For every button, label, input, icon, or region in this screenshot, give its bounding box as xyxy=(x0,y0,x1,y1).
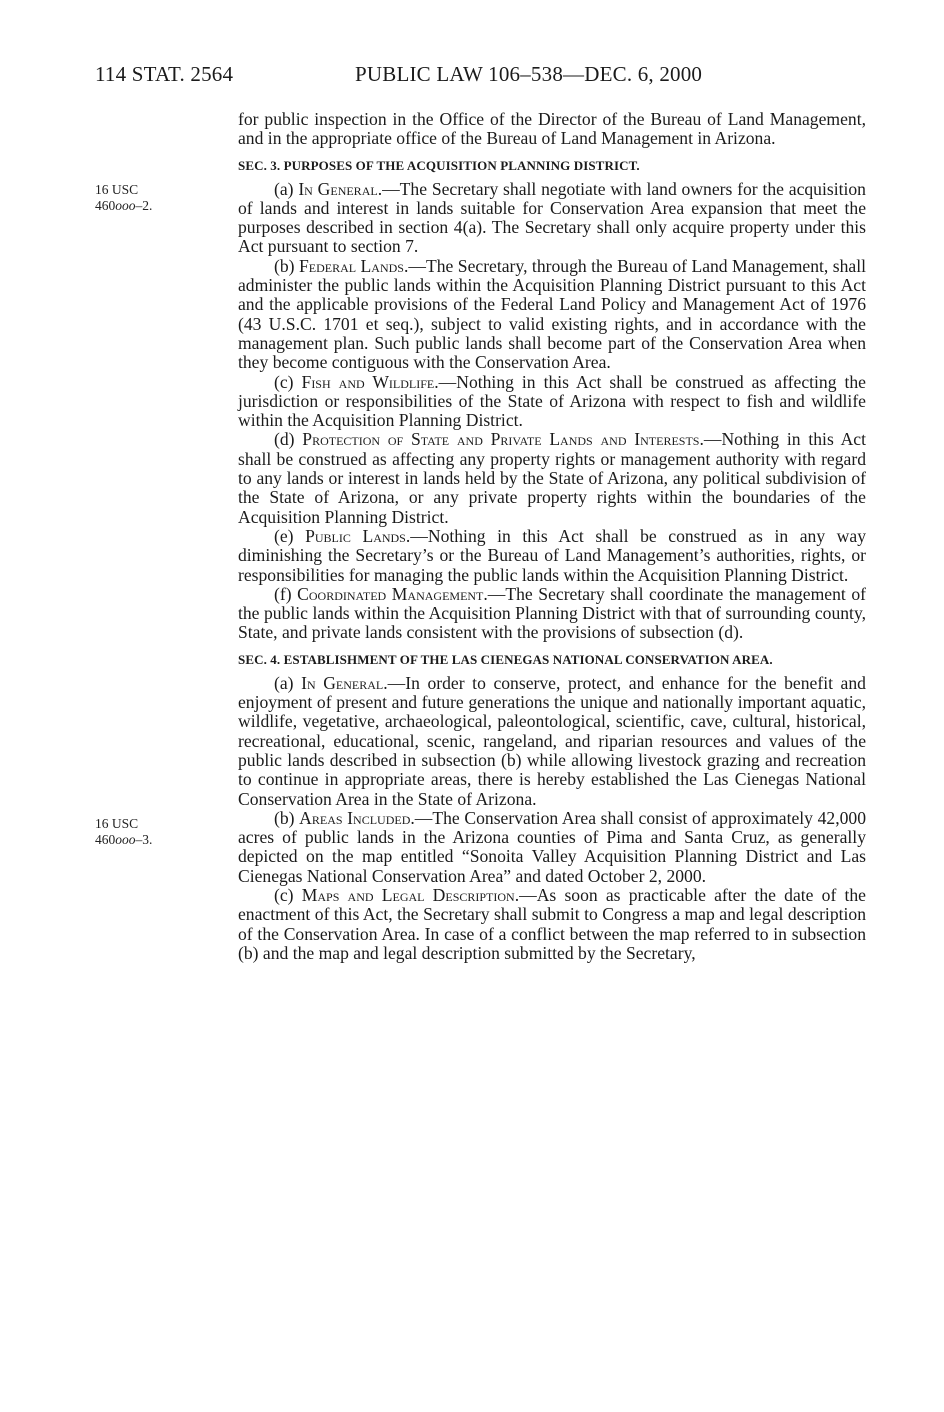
sec3-para-e: (e) Public Lands.—Nothing in this Act shall be construed as in any way diminishing the Secretary’s or the Bureau of Land Management’s authorities, rights, or responsibilities for managing the public lands within the Acquisition Planning District. xyxy=(238,525,866,585)
sec3-para-a: (a) In General.—The Secretary shall negotiate with land owners for the acquisition of lands and interest in lands suitable for Conservation Area expansion that meet the purposes described in section 4(a). The Secretary shall only acquire property under this Act pursuant to section 7. xyxy=(238,178,866,257)
margin-note-sec4: 16 USC 460ooo–3. xyxy=(95,816,153,847)
sec3-para-c: (c) Fish and Wildlife.—Nothing in this Act shall be construed as affecting the jurisdiction or responsibilities of the State of Arizona with respect to fish and wildlife within the Acquisition Planning District. xyxy=(238,371,866,431)
sec4-para-a: (a) In General.—In order to conserve, protect, and enhance for the benefit and enjoyment of present and future generations the unique and nationally important aquatic, wildlife, vegetative, archaeological, paleontological, scientific, cave, cultural, historical, recreational, educational, scenic, rangeland, and riparian resources and values of the public lands described in subsection (b) while allowing livestock grazing and recreation to continue in appropriate areas, there is hereby established the Las Cienegas National Conservation Area in the State of Arizona. xyxy=(238,672,866,809)
sec3-para-b: (b) Federal Lands.—The Secretary, through the Bureau of Land Management, shall administer the public lands within the Acquisition Planning District pursuant to this Act and the applicable provisions of the Federal Land Policy and Management Act of 1976 (43 U.S.C. 1701 et seq.), subject to valid existing rights, and in accordance with the management plan. Such public lands shall become part of the Conservation Area when they become contiguous with the Conservation Area. xyxy=(238,255,866,373)
public-law-reference: PUBLIC LAW 106–538—DEC. 6, 2000 xyxy=(355,62,703,86)
section-4-heading: SEC. 4. ESTABLISHMENT OF THE LAS CIENEGAS NATIONAL CONSERVATION AREA. xyxy=(238,651,773,667)
sec4-para-c: (c) Maps and Legal Description.—As soon as practicable after the date of the enactment of this Act, the Secretary shall submit to Congress a map and legal description of the Conservation Area. In case of a conflict between the map referred to in subsection (b) and the map and legal description submitted by the Secretary, xyxy=(238,884,866,963)
intro-paragraph: for public inspection in the Office of the Director of the Bureau of Land Management, and in the appropriate office of the Bureau of Land Management in Arizona. xyxy=(238,109,866,149)
sec3-para-d: (d) Protection of State and Private Lands and Interests.—Nothing in this Act shall be construed as affecting any property rights or management authority with regard to any lands or interest in lands held by the State of Arizona, any political subdivision of the State of Arizona, or any private property rights within the boundaries of the Acquisition Planning District. xyxy=(238,429,866,527)
document-body xyxy=(238,110,866,963)
stat-reference: 114 STAT. 2564 xyxy=(95,62,234,86)
sec4-para-b: (b) Areas Included.—The Conservation Area shall consist of approximately 42,000 acres of public lands in the Arizona counties of Pima and Santa Cruz, as generally depicted on the map entitled “Sonoita Valley Acquisition Planning District and Las Cienegas National Conservation Area” and dated October 2, 2000. xyxy=(238,807,866,886)
sec3-para-f: (f) Coordinated Management.—The Secretary shall coordinate the management of the public lands within the Acquisition Planning District with that of surrounding county, State, and private lands consistent with the provisions of subsection (d). xyxy=(238,583,866,643)
margin-note-sec3: 16 USC 460ooo–2. xyxy=(95,182,153,213)
section-3-heading: SEC. 3. PURPOSES OF THE ACQUISITION PLANNING DISTRICT. xyxy=(238,157,640,173)
